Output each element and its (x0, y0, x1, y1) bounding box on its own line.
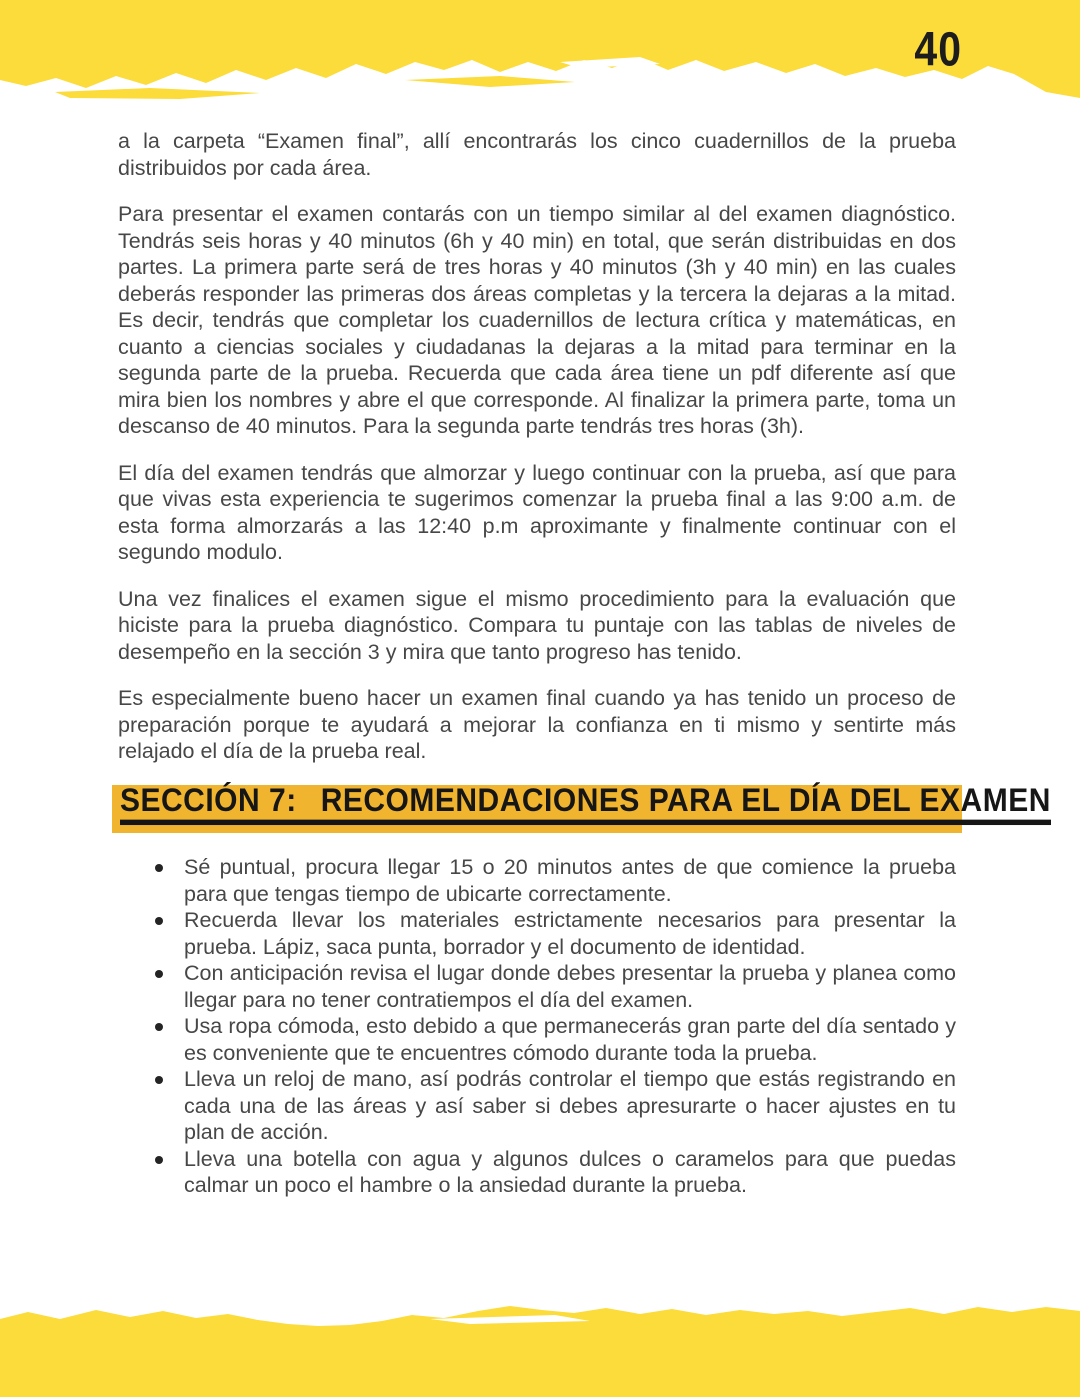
section-heading-title: RECOMENDACIONES PARA EL DÍA DEL EXAMEN (320, 782, 1051, 819)
list-item (155, 1146, 956, 1199)
bottom-band-decoration (0, 1297, 1080, 1397)
bullet-icon (155, 1156, 163, 1164)
list-item-text: Recuerda llevar los materiales estrictamente necesarios para presentar la prueba. Lápiz, saca punta, borrador y el documento de identidad. (184, 908, 956, 959)
paragraph: a la carpeta “Examen final”, allí encontrarás los cinco cuadernillos de la prueba distribuidos por cada área. (118, 129, 956, 180)
paragraph: Para presentar el examen contarás con un tiempo similar al del examen diagnóstico. Tendrás seis horas y 40 minutos (6h y 40 min) en total, que serán distribuidas en dos partes. La primera parte será de tres horas y 40 minutos (3h y 40 min) en las cuales deberás responder las primeras dos áreas completas y la tercera la dejaras a la mitad. Es decir, tendrás que completar los cuadernillos de lectura crítica y matemáticas, en cuanto a ciencias sociales y ciudadanas la dejaras a la mitad para terminar en la segunda parte de la prueba. Recuerda que cada área tiene un pdf diferente así que mira bien los nombres y abre el que corresponde. Al finalizar la primera parte, toma un descanso de 40 minutos. Para la segunda parte tendrás tres horas (3h). (118, 202, 956, 438)
list-item (155, 1013, 956, 1066)
list-item (155, 1066, 956, 1146)
list-item-text: Lleva una botella con agua y algunos dulces o caramelos para que puedas calmar un poco el hambre o la ansiedad durante la prueba. (184, 1146, 956, 1197)
bullet-icon (155, 917, 163, 925)
bullet-icon (155, 864, 163, 872)
list-item-text: Usa ropa cómoda, esto debido a que permanecerás gran parte del día sentado y es conveniente que te encuentres cómodo durante toda la prueba. (184, 1014, 956, 1065)
list-item (155, 854, 956, 907)
list-item (155, 907, 956, 960)
document-content (118, 128, 1051, 1199)
page-number: 40 (914, 22, 962, 77)
list-item-text: Lleva un reloj de mano, así podrás controlar el tiempo que estás registrando en cada una de las áreas y así saber si debes apresurarte o hacer ajustes en tu plan de acción. (184, 1067, 956, 1144)
section-heading-label: SECCIÓN 7: (120, 782, 297, 819)
section-heading (112, 782, 1051, 834)
bullet-icon (155, 970, 163, 978)
recommendations-list (118, 854, 956, 1199)
list-item-text: Con anticipación revisa el lugar donde debes presentar la prueba y planea como llegar para no tener contratiempos el día del examen. (184, 961, 956, 1012)
bullet-icon (155, 1023, 163, 1031)
paragraph: Es especialmente bueno hacer un examen final cuando ya has tenido un proceso de preparación porque te ayudará a mejorar la confianza en ti mismo y sentirte más relajado el día de la prueba real. (118, 686, 956, 763)
paragraph: Una vez finalices el examen sigue el mismo procedimiento para la evaluación que hiciste para la prueba diagnóstico. Compara tu puntaje con las tablas de niveles de desempeño en la sección 3 y mira que tanto progreso has tenido. (118, 586, 956, 664)
section-heading-text (120, 782, 1051, 824)
list-item-text: Sé puntual, procura llegar 15 o 20 minutos antes de que comience la prueba para que tengas tiempo de ubicarte correctamente. (184, 855, 956, 906)
bullet-icon (155, 1076, 163, 1084)
paragraph: El día del examen tendrás que almorzar y luego continuar con la prueba, así que para que vivas esta experiencia te sugerimos comenzar la prueba final a las 9:00 a.m. de esta forma almorzarás a las 12:40 p.m aproximante y finalmente continuar con el segundo modulo. (118, 460, 956, 564)
list-item (155, 960, 956, 1013)
